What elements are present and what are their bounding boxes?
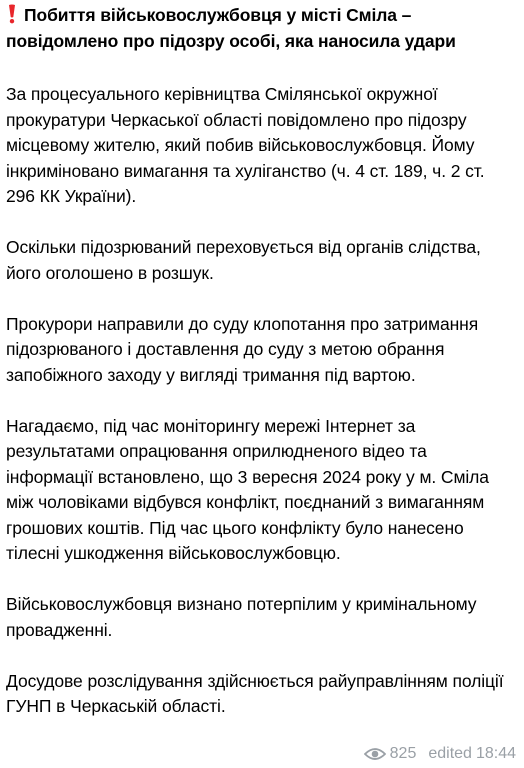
message-paragraph: Прокурори направили до суду клопотання про затримання підозрюваного і доставлення до суду з метою обрання запобіжного заходу у вигляді тримання під вартою.: [6, 313, 479, 385]
message-meta: [358, 744, 516, 764]
eye-icon: [364, 747, 386, 761]
view-count: 825: [389, 745, 417, 762]
message-paragraph: За процесуального керівництва Смілянської окружної прокуратури Черкаської області повідомлено про підозру місцевому жителю, який побив військовослужбовця. Йому інкриміновано вимагання та хуліганство (ч. 4 ст. 189, ч. 2 ст. 296 КК України).: [6, 84, 485, 206]
message-paragraph: Нагадаємо, під час моніторингу мережі Інтернет за результатами опрацювання оприлюдненого відео та інформації встановлено, що 3 вересня 2024 року у м. Сміла між чоловіками відбувся конфлікт, поєднаний з вимаганням грошових коштів. Під час цього конфлікту було нанесено тілесні ушкодження військовослужбовцю.: [6, 415, 489, 563]
message-time: 18:44: [475, 745, 516, 762]
exclamation-icon: [6, 2, 20, 28]
edited-label: edited: [428, 745, 472, 762]
message-paragraph: Військовослужбовця визнано потерпілим у кримінальному провадженні.: [6, 594, 477, 640]
message-title-text: Побиття військовослужбовця у місті Сміла – повідомлено про підозру особі, яка наносила удари: [6, 5, 456, 51]
message-title: [6, 2, 514, 54]
message-paragraph: Оскільки підозрюваний переховується від органів слідства, його оголошено в розшук.: [6, 237, 481, 283]
message-paragraph: Досудове розслідування здійснюється райуправлінням поліції ГУНП в Черкаській області.: [6, 670, 504, 716]
